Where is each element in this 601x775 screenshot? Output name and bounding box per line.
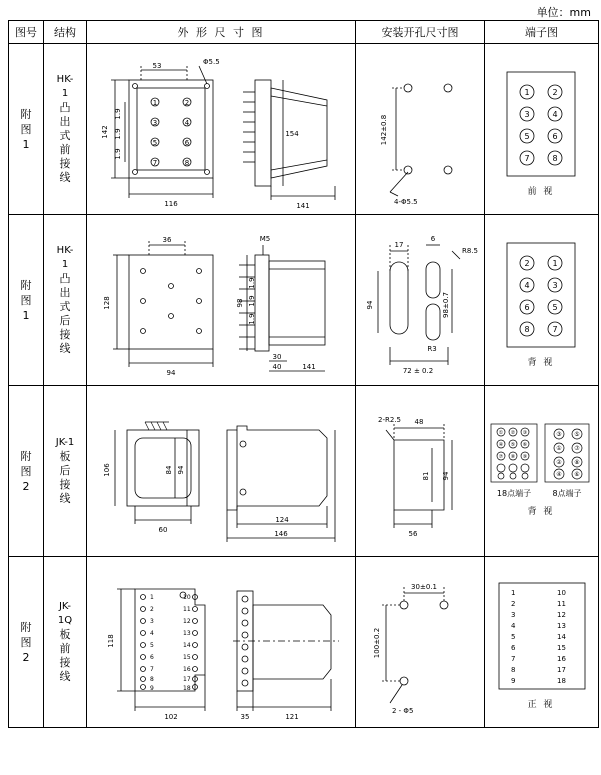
dim-label: 30 xyxy=(272,353,282,361)
dim-label: 81 xyxy=(422,471,430,481)
terminal-number: 4 xyxy=(511,622,516,630)
svg-text:18: 18 xyxy=(183,685,191,692)
struct-line: 后 xyxy=(59,464,71,477)
svg-text:2: 2 xyxy=(150,606,154,613)
svg-text:16: 16 xyxy=(183,666,191,673)
fig-label: 附 图 1 xyxy=(20,107,32,151)
struct-line: 后 xyxy=(59,314,71,327)
svg-text:⑤: ⑤ xyxy=(574,431,580,438)
dim-label: M5 xyxy=(259,235,271,243)
dim-label: 141 xyxy=(296,202,310,210)
struct-line: 接 xyxy=(59,328,71,341)
struct-line: 接 xyxy=(59,478,71,491)
row1-outline-drawing xyxy=(87,44,356,215)
struct-line: 接 xyxy=(59,157,71,170)
dim-label: 98±0.7 xyxy=(442,292,450,318)
terminal-number: 1 xyxy=(152,99,158,107)
dim-label: 4-Φ5.5 xyxy=(394,198,418,206)
terminal-number: 3 xyxy=(511,611,516,619)
dim-label: 94 xyxy=(177,465,185,475)
terminal-diagram-4 xyxy=(485,557,598,727)
terminal-number: 3 xyxy=(552,281,558,290)
terminal-number: 18 xyxy=(557,677,566,685)
struct-line: JK-1Q xyxy=(57,601,73,626)
fig-label: 附 图 2 xyxy=(20,620,32,664)
header-terminal-diagram: 端子图 xyxy=(485,21,599,44)
mounting-drawing-3 xyxy=(356,386,484,556)
table-row xyxy=(9,44,599,215)
terminal-number: 11 xyxy=(557,600,566,608)
row4-mounting-drawing xyxy=(356,557,485,728)
struct-line: 线 xyxy=(59,492,71,505)
terminal-number: 5 xyxy=(552,303,558,312)
table-row xyxy=(9,386,599,557)
header-fig-no: 图号 xyxy=(9,21,44,44)
dim-label: 72 ± 0.2 xyxy=(402,367,434,375)
dim-label: 1.9 xyxy=(114,108,122,120)
svg-text:12: 12 xyxy=(183,618,191,625)
terminal-number: 7 xyxy=(511,655,516,663)
svg-text:③: ③ xyxy=(556,431,562,438)
terminal-number: 4 xyxy=(184,119,190,127)
terminal-number: 3 xyxy=(524,110,530,119)
svg-text:④: ④ xyxy=(556,471,562,478)
terminal-number: 12 xyxy=(557,611,566,619)
svg-text:13: 13 xyxy=(183,630,191,637)
struct-line: 凸 xyxy=(59,272,71,285)
svg-text:5: 5 xyxy=(150,642,154,649)
terminal-number: 7 xyxy=(552,325,558,334)
terminal-number: 6 xyxy=(524,303,530,312)
row4-structure xyxy=(44,557,87,728)
svg-text:⑥: ⑥ xyxy=(522,442,528,448)
row2-terminal-diagram xyxy=(485,215,599,386)
terminal-group-label-18: 18点端子 xyxy=(496,489,532,498)
mounting-drawing-2 xyxy=(356,215,484,385)
dim-label: 118 xyxy=(107,634,115,648)
row3-fig-no xyxy=(9,386,44,557)
dim-label: 94 xyxy=(366,300,374,310)
dim-label: 94 xyxy=(166,369,176,377)
row1-mounting-drawing xyxy=(356,44,485,215)
struct-line: 出 xyxy=(59,286,71,299)
row2-structure xyxy=(44,215,87,386)
table-header-row xyxy=(9,21,599,44)
row3-terminal-diagram xyxy=(485,386,599,557)
svg-text:17: 17 xyxy=(183,676,191,683)
dim-label: 142±0.8 xyxy=(380,114,388,146)
dim-label: 48 xyxy=(414,418,424,426)
terminal-number: 8 xyxy=(511,666,516,674)
dim-label: 2 - Φ5 xyxy=(392,707,414,715)
svg-text:15: 15 xyxy=(183,654,191,661)
svg-text:⑧: ⑧ xyxy=(510,454,516,460)
terminal-number: 6 xyxy=(511,644,516,652)
row1-fig-no xyxy=(9,44,44,215)
dim-label: 102 xyxy=(164,713,178,721)
dimension-table xyxy=(8,20,599,728)
unit-note: 单位：mm xyxy=(536,6,591,19)
terminal-group-label-8: 8点端子 xyxy=(552,489,582,498)
terminal-number: 2 xyxy=(552,88,558,97)
svg-text:①: ① xyxy=(556,445,562,452)
terminal-number: 13 xyxy=(557,622,566,630)
terminal-number: 3 xyxy=(152,119,158,127)
svg-text:①: ① xyxy=(498,430,504,436)
fig-label: 附 图 2 xyxy=(20,449,32,493)
row3-outline-drawing xyxy=(87,386,356,557)
struct-line: 式 xyxy=(59,300,71,313)
terminal-number: 2 xyxy=(511,600,516,608)
svg-text:⑤: ⑤ xyxy=(510,442,516,448)
dim-label: 53 xyxy=(152,62,162,70)
row1-structure xyxy=(44,44,87,215)
terminal-diagram-3 xyxy=(485,386,598,556)
dim-label: 1.9 xyxy=(114,128,122,140)
row4-fig-no xyxy=(9,557,44,728)
dim-label: 30±0.1 xyxy=(411,583,437,591)
svg-text:4: 4 xyxy=(150,630,154,637)
svg-text:⑨: ⑨ xyxy=(522,454,528,460)
struct-line: 线 xyxy=(59,342,71,355)
dim-label: 100±0.2 xyxy=(373,627,381,659)
terminal-number: 6 xyxy=(184,139,190,147)
terminal-number: 14 xyxy=(557,633,566,641)
dim-label: R8.5 xyxy=(462,247,478,255)
row2-outline-drawing xyxy=(87,215,356,386)
terminal-number: 9 xyxy=(511,677,516,685)
svg-text:④: ④ xyxy=(498,442,504,448)
terminal-caption: 背 视 xyxy=(527,507,555,517)
struct-line: 线 xyxy=(59,670,71,683)
terminal-number: 5 xyxy=(524,132,530,141)
dim-label: 1.9 xyxy=(248,295,256,307)
struct-line: HK-1 xyxy=(56,245,74,270)
terminal-number: 7 xyxy=(152,159,158,167)
svg-text:3: 3 xyxy=(150,618,154,625)
terminal-caption: 背 视 xyxy=(527,358,555,368)
terminal-number: 8 xyxy=(524,325,530,334)
dim-label: 154 xyxy=(285,130,299,138)
struct-line: 式 xyxy=(59,129,71,142)
svg-text:⑥: ⑥ xyxy=(574,471,580,478)
dim-label: Φ5.5 xyxy=(203,58,220,66)
terminal-caption: 正 视 xyxy=(527,700,555,710)
struct-line: 前 xyxy=(59,642,71,655)
terminal-number: 2 xyxy=(524,259,530,268)
struct-line: 出 xyxy=(59,115,71,128)
dim-label: 124 xyxy=(275,516,289,524)
struct-line: 接 xyxy=(59,656,71,669)
terminal-number: 8 xyxy=(552,154,558,163)
dim-label: 36 xyxy=(162,236,172,244)
outline-drawing-3 xyxy=(87,386,355,556)
dim-label: 1.9 xyxy=(248,313,256,325)
dim-label: 84 xyxy=(165,465,173,475)
dim-label: 56 xyxy=(408,530,418,538)
table-row xyxy=(9,557,599,728)
struct-line: 板 xyxy=(59,628,71,641)
table-row xyxy=(9,215,599,386)
terminal-number: 6 xyxy=(552,132,558,141)
struct-line: 线 xyxy=(59,171,71,184)
terminal-caption: 前 视 xyxy=(527,187,555,197)
struct-line: 板 xyxy=(59,450,71,463)
struct-line: HK-1 xyxy=(56,74,74,99)
mounting-drawing-1 xyxy=(356,44,484,214)
row3-mounting-drawing xyxy=(356,386,485,557)
svg-text:②: ② xyxy=(510,430,516,436)
dim-label: 106 xyxy=(103,463,111,477)
svg-text:8: 8 xyxy=(150,676,154,683)
terminal-number: 15 xyxy=(557,644,566,652)
dim-label: 146 xyxy=(274,530,288,538)
struct-line: 凸 xyxy=(59,101,71,114)
svg-text:⑦: ⑦ xyxy=(498,454,504,460)
svg-text:10: 10 xyxy=(183,594,191,601)
header-structure: 结构 xyxy=(44,21,87,44)
struct-line: 前 xyxy=(59,143,71,156)
header-mounting-dim: 安装开孔尺寸图 xyxy=(356,21,485,44)
terminal-number: 1 xyxy=(511,589,516,597)
dim-label: 40 xyxy=(272,363,282,371)
svg-text:③: ③ xyxy=(522,430,528,436)
svg-text:6: 6 xyxy=(150,654,154,661)
dim-label: 6 xyxy=(430,235,436,243)
svg-text:⑧: ⑧ xyxy=(574,459,580,466)
dim-label: 1.9 xyxy=(248,277,256,289)
row2-mounting-drawing xyxy=(356,215,485,386)
row2-fig-no xyxy=(9,215,44,386)
terminal-number: 2 xyxy=(184,99,190,107)
svg-text:11: 11 xyxy=(183,606,191,613)
outline-drawing-1 xyxy=(87,44,355,214)
terminal-diagram-1 xyxy=(485,44,598,214)
dim-label: 116 xyxy=(164,200,178,208)
svg-text:14: 14 xyxy=(183,642,191,649)
terminal-number: 1 xyxy=(524,88,530,97)
mounting-drawing-4 xyxy=(356,557,484,727)
svg-text:⑦: ⑦ xyxy=(574,445,580,452)
row4-terminal-diagram xyxy=(485,557,599,728)
terminal-diagram-2 xyxy=(485,215,598,385)
terminal-number: 5 xyxy=(511,633,516,641)
terminal-number: 7 xyxy=(524,154,530,163)
fig-label: 附 图 1 xyxy=(20,278,32,322)
terminal-number: 17 xyxy=(557,666,566,674)
terminal-number: 1 xyxy=(552,259,558,268)
terminal-number: 16 xyxy=(557,655,566,663)
svg-text:9: 9 xyxy=(150,685,154,692)
dim-label: 141 xyxy=(302,363,316,371)
dim-label: 98 xyxy=(236,298,244,308)
struct-line: JK-1 xyxy=(55,437,75,448)
row1-terminal-diagram xyxy=(485,44,599,215)
svg-text:7: 7 xyxy=(150,666,154,673)
terminal-number: 5 xyxy=(152,139,158,147)
outline-drawing-2 xyxy=(87,215,355,385)
svg-text:1: 1 xyxy=(150,594,154,601)
dim-label: 35 xyxy=(240,713,250,721)
dim-label: 121 xyxy=(285,713,299,721)
dim-label: 142 xyxy=(101,125,109,139)
row3-structure xyxy=(44,386,87,557)
terminal-number: 10 xyxy=(557,589,566,597)
dim-label: 128 xyxy=(103,296,111,310)
dim-label: R3 xyxy=(427,345,437,353)
dim-label: 94 xyxy=(442,471,450,481)
terminal-number: 4 xyxy=(524,281,530,290)
dim-label: 1.9 xyxy=(114,148,122,160)
terminal-number: 8 xyxy=(184,159,190,167)
terminal-number: 4 xyxy=(552,110,558,119)
dim-label: 60 xyxy=(158,526,168,534)
dim-label: 2-R2.5 xyxy=(378,416,401,424)
row4-outline-drawing xyxy=(87,557,356,728)
outline-drawing-4 xyxy=(87,557,355,727)
svg-text:②: ② xyxy=(556,459,562,466)
header-outline-dim: 外 形 尺 寸 图 xyxy=(87,21,356,44)
dim-label: 17 xyxy=(394,241,404,249)
